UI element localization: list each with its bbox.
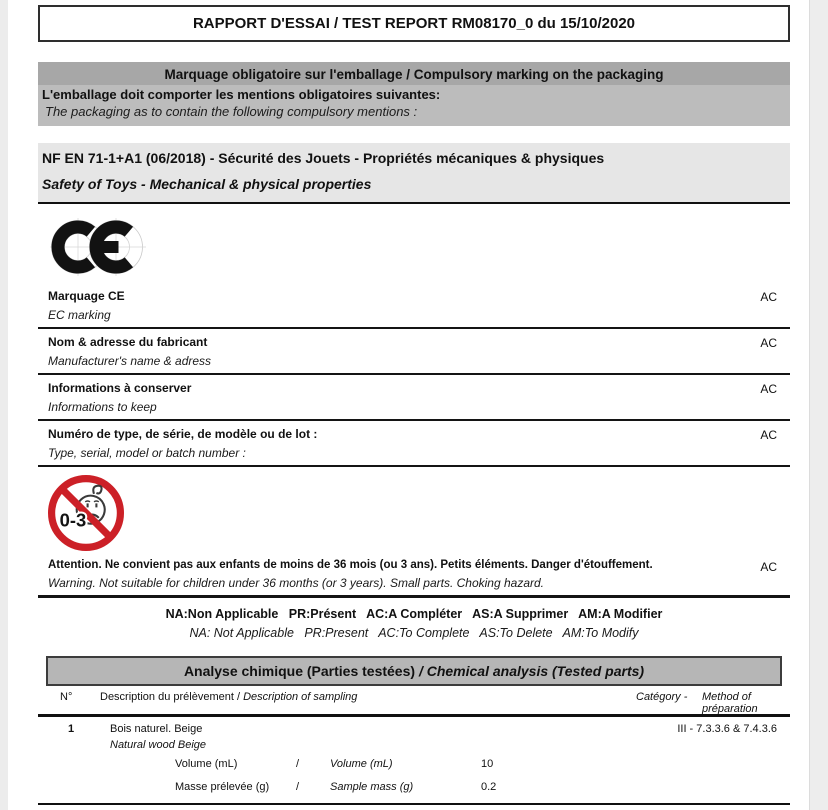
status-legend [38,607,790,640]
detail-label-fr: Masse prélevée (g) [175,781,270,793]
marking-row-fr: Numéro de type, de série, de modèle ou de lot : [48,427,318,441]
status-code: AC [760,336,777,350]
detail-separator: / [296,758,300,770]
marking-row-en: Informations to keep [48,400,157,414]
marking-row-en: EC marking [48,308,111,322]
chemical-section-title [46,656,782,686]
status-code: AC [760,560,777,574]
chemical-title-fr: Analyse chimique (Parties testées) [183,663,419,679]
status-code: AC [760,428,777,442]
marking-row-ce [38,283,790,329]
page-edge-left [0,0,8,810]
packaging-section-title: Marquage obligatoire sur l'emballage / Compulsory marking on the packaging [38,62,790,85]
detail-label-en: Volume (mL) [330,758,393,770]
sample-description-en: Natural wood Beige [110,739,207,751]
column-method-line1: Method of [702,691,751,703]
detail-label-fr: Volume (mL) [175,758,238,770]
packaging-intro-en: The packaging as to contain the following compulsory mentions : [45,104,418,119]
status-legend-en: NA: Not Applicable PR:Present AC:To Complete AS:To Delete AM:To Modify [189,626,639,640]
marking-row-batch-number [38,421,790,467]
marking-row-fr: Nom & adresse du fabricant [48,335,208,349]
report-title: RAPPORT D'ESSAI / TEST REPORT RM08170_0 du 15/10/2020 [192,15,636,32]
age-warning-0-3-icon [46,473,126,553]
status-code: AC [760,290,777,304]
marking-row-fr: Marquage CE [48,289,125,303]
sample-method: III - 7.3.3.6 & 7.4.3.6 [677,723,777,735]
column-description-en: Description of sampling [243,691,358,703]
packaging-section [38,62,790,126]
column-description-fr: Description du prélèvement / [100,691,244,703]
marking-row-en: Type, serial, model or batch number : [48,446,246,460]
sample-detail-mass [38,781,790,797]
chemical-table-row [38,717,790,805]
sample-number: 1 [68,723,75,735]
detail-label-en: Sample mass (g) [330,781,414,793]
column-method [702,691,758,715]
packaging-intro-fr: L'emballage doit comporter les mentions obligatoires suivantes: [42,87,441,102]
chemical-table-header [38,690,790,717]
marking-row-en: Manufacturer's name & adress [48,354,212,368]
sample-detail-volume [38,758,790,774]
column-category: Catégory - [636,691,688,703]
detail-value: 10 [481,758,494,770]
column-method-line2: préparation [702,703,758,715]
standard-section [38,143,790,204]
marking-row-en: Warning. Not suitable for children under 36 months (or 3 years). Small parts. Choking hazard. [48,576,545,590]
status-code: AC [760,382,777,396]
packaging-section-body [38,85,790,126]
detail-separator: / [296,781,300,793]
standard-title-fr: NF EN 71-1+A1 (06/2018) - Sécurité des Jouets - Propriétés mécaniques & physiques [42,150,605,166]
sample-description-fr: Bois naturel. Beige [110,723,203,735]
report-page [8,0,809,810]
detail-value: 0.2 [481,781,497,793]
age-warning-label: 0-3 [59,509,87,531]
marking-row-attention [38,553,790,598]
column-description [100,691,357,703]
chemical-title-en: / Chemical analysis (Tested parts) [418,663,645,679]
marking-row-informations [38,375,790,421]
status-legend-fr: NA:Non Applicable PR:Présent AC:A Compléter AS:A Supprimer AM:A Modifier [165,607,663,621]
marking-row-fr: Attention. Ne convient pas aux enfants de moins de 36 mois (ou 3 ans). Petits éléments. Danger d'étouffement. [48,559,653,571]
report-title-box [38,5,790,42]
ce-marking-icon [48,216,148,278]
column-num: N° [60,691,73,703]
marking-row-fr: Informations à conserver [48,381,192,395]
page-edge-right [809,0,828,810]
standard-title-en: Safety of Toys - Mechanical & physical properties [42,176,372,192]
compulsory-marking-rows [38,283,790,598]
marking-row-manufacturer [38,329,790,375]
